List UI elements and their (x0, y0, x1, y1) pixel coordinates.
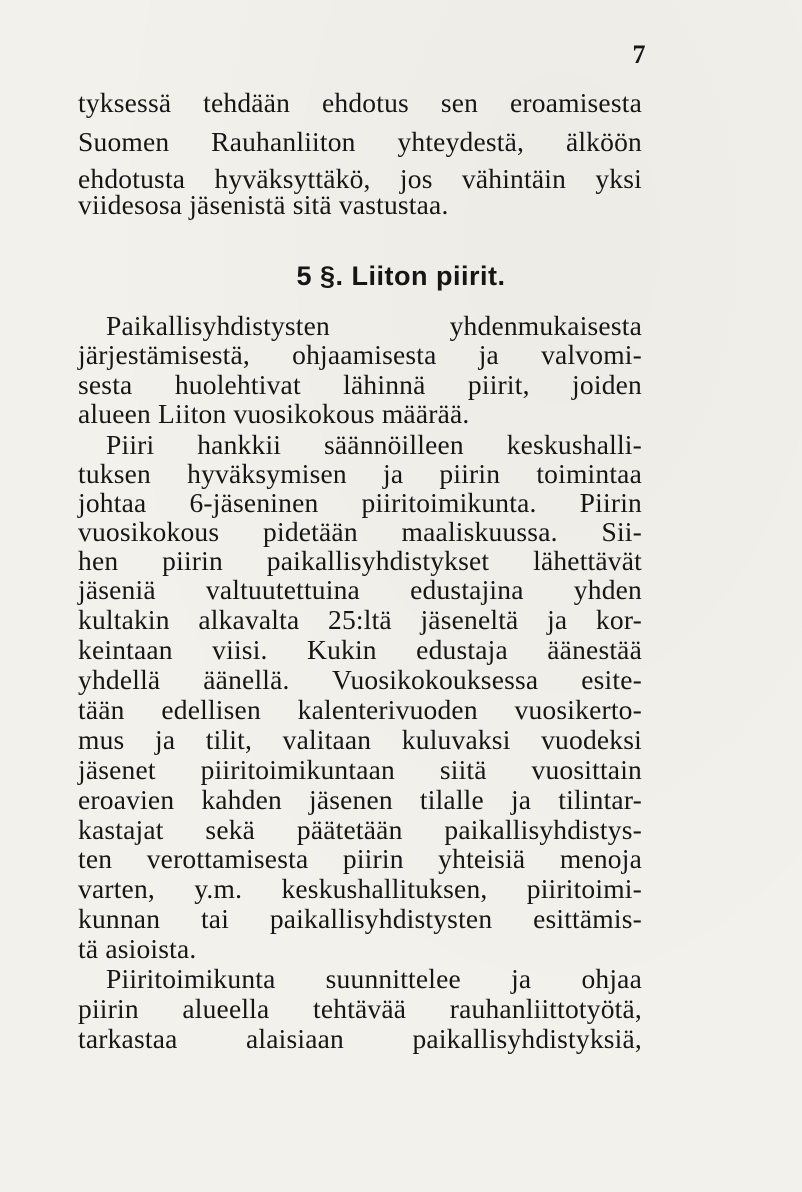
text-line: tä asioista. (78, 933, 197, 964)
text-line: jäsenet piiritoimikuntaan siitä vuosittain (78, 754, 642, 785)
text-line: jäseniä valtuutettuina edustajina yhden (78, 574, 642, 605)
text-line: kunnan tai paikallisyhdistysten esittämis- (78, 903, 642, 934)
text-line: viidesosa jäsenistä sitä vastustaa. (78, 189, 449, 220)
text-line: järjestämisestä, ohjaamisesta ja valvomi- (78, 339, 642, 370)
text-line: keintaan viisi. Kukin edustaja äänestää (78, 634, 642, 665)
text-line: tyksessä tehdään ehdotus sen eroamisesta (78, 87, 642, 118)
text-line: yhdellä äänellä. Vuosikokouksessa esite- (78, 664, 642, 695)
text-line: eroavien kahden jäsenen tilalle ja tilintar- (78, 784, 642, 815)
text-line: ehdotusta hyväksyttäkö, jos vähintäin yksi (78, 163, 642, 194)
text-line: alueen Liiton vuosikokous määrää. (78, 398, 470, 429)
text-line: hen piirin paikallisyhdistykset lähettävät (78, 545, 642, 576)
text-line: vuosikokous pidetään maaliskuussa. Sii- (78, 516, 642, 547)
text-line: mus ja tilit, valitaan kuluvaksi vuodeksi (78, 724, 642, 755)
section-heading: 5 §. Liiton piirit. (296, 261, 506, 291)
text-line: tuksen hyväksymisen ja piirin toimintaa (78, 458, 642, 489)
text-line: Piiri hankkii säännöilleen keskushalli- (106, 429, 642, 460)
text-line: kastajat sekä päätetään paikallisyhdistys- (78, 814, 642, 845)
text-line: Suomen Rauhanliiton yhteydestä, älköön (78, 126, 642, 157)
text-line: tarkastaa alaisiaan paikallisyhdistyksiä, (78, 1023, 642, 1054)
page-number: 7 (632, 40, 646, 69)
text-line: Piiritoimikunta suunnittelee ja ohjaa (106, 963, 642, 994)
text-line: kultakin alkavalta 25:ltä jäseneltä ja kor- (78, 604, 642, 635)
text-line: Paikallisyhdistysten yhdenmukaisesta (106, 310, 642, 341)
text-line: varten, y.m. keskushallituksen, piiritoimi- (78, 873, 642, 904)
text-line: sesta huolehtivat lähinnä piirit, joiden (78, 369, 642, 400)
text-line: ten verottamisesta piirin yhteisiä menoja (78, 843, 642, 874)
text-line: johtaa 6-jäseninen piiritoimikunta. Piirin (78, 487, 642, 518)
text-line: piirin alueella tehtävää rauhanliittotyötä, (78, 993, 642, 1024)
text-line: tään edellisen kalenterivuoden vuosikerto- (78, 694, 642, 725)
